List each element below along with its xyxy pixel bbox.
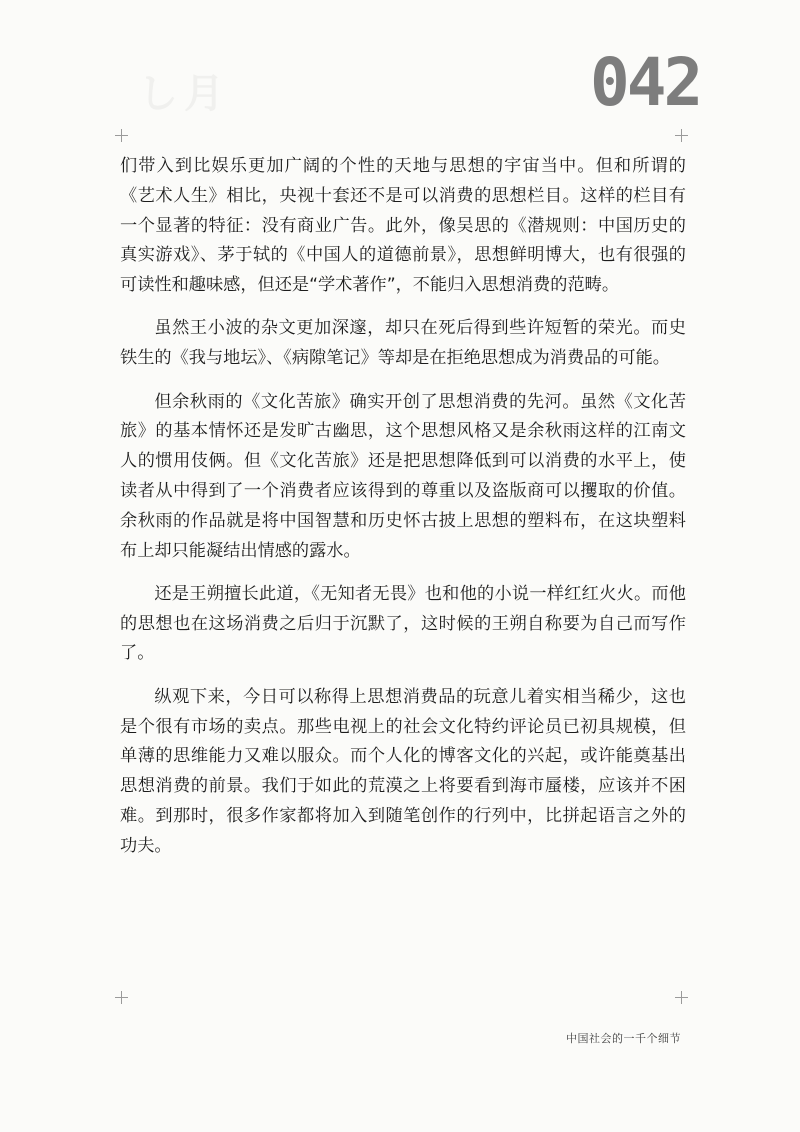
paragraph-1: 们带入到比娱乐更加广阔的个性的天地与思想的宇宙当中。但和所谓的《艺术人生》相比，央视十套还不是可以消费的思想栏目。这样的栏目有一个显著的特征：没有商业广告。此外，像吴思的《潜规则：中国历史的真实游戏》、茅于轼的《中国人的道德前景》，思想鲜明博大，也有很强的可读性和趣味感，但还是“学术著作”，不能归入思想消费的范畴。 [120, 156, 686, 296]
crop-mark-bottom-left [115, 991, 128, 1004]
crop-mark-bottom-right [675, 991, 688, 1004]
paragraph-3: 但余秋雨的《文化苦旅》确实开创了思想消费的先河。虽然《文化苦旅》的基本情怀还是发旷古幽思，这个思想风格又是余秋雨这样的江南文人的惯用伎俩。但《文化苦旅》还是把思想降低到可以消费的水平上，使读者从中得到了一个消费者应该得到的尊重以及盗版商可以攫取的价值。余秋雨的作品就是将中国智慧和历史怀古披上思想的塑料布，在这块塑料布上却只能凝结出情感的露水。 [120, 391, 686, 561]
page-number: 042 [590, 44, 701, 121]
paragraph-2: 虽然王小波的杂文更加深邃，却只在死后得到些许短暂的荣光。而史铁生的《我与地坛》、《病隙笔记》等却是在拒绝思想成为消费品的可能。 [120, 318, 686, 369]
crop-mark-top-right [675, 129, 688, 142]
crop-mark-top-left [115, 129, 128, 142]
paragraph-5: 纵观下来，今日可以称得上思想消费品的玩意儿着实相当稀少，这也是个很有市场的卖点。那些电视上的社会文化特约评论员已初具规模，但单薄的思维能力又难以服众。而个人化的博客文化的兴起，或许能奠基出思想消费的前景。我们于如此的荒漠之上将要看到海市蜃楼，应该并不困难。到那时，很多作家都将加入到随笔创作的行列中，比拼起语言之外的功夫。 [120, 686, 686, 856]
body-text [120, 152, 686, 875]
faint-watermark-mark: し月 [138, 70, 230, 117]
paragraph-4: 还是王朔擅长此道，《无知者无畏》也和他的小说一样红红火火。而他的思想也在这场消费之后归于沉默了，这时候的王朔自称要为自己而写作了。 [120, 583, 686, 664]
running-footer-book-title: 中国社会的一千个细节 [566, 1032, 681, 1045]
